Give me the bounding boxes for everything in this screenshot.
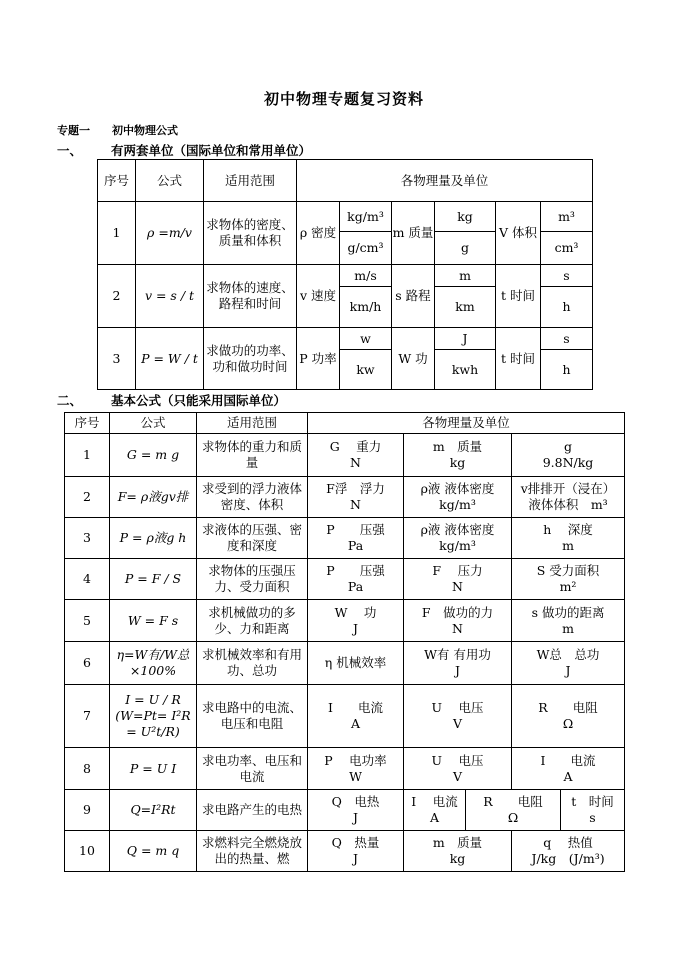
quantity-name: F 压力 bbox=[432, 563, 483, 578]
header-index: 序号 bbox=[65, 413, 110, 434]
quantity-name: I 电流 bbox=[411, 794, 458, 809]
quantity-name: P 电功率 bbox=[324, 752, 387, 768]
row-scope: 求受到的浮力液体密度、体积 bbox=[197, 477, 308, 518]
quantity-cell bbox=[308, 685, 404, 748]
section1-title: 有两套单位（国际单位和常用单位） bbox=[111, 143, 312, 158]
row-formula: ρ =m/v bbox=[136, 202, 204, 265]
quantity-unit: Pa bbox=[347, 538, 364, 553]
quantity-cell bbox=[512, 748, 625, 790]
quantity-cell bbox=[512, 685, 625, 748]
quantity-cell bbox=[512, 559, 625, 600]
quantity-name: g bbox=[564, 439, 573, 454]
quantity-cell bbox=[308, 831, 404, 872]
quantity-name: P 压强 bbox=[326, 563, 385, 578]
quantity-unit: Ω bbox=[562, 716, 574, 731]
quantity-name: V 体积 bbox=[496, 202, 541, 265]
row-formula: Q=I²Rt bbox=[110, 790, 197, 831]
quantity-cell bbox=[308, 748, 404, 790]
quantity-cell bbox=[308, 434, 404, 477]
section1-number: 一、 bbox=[57, 143, 83, 158]
row-index: 10 bbox=[65, 831, 110, 872]
table-row bbox=[98, 265, 593, 287]
quantity-name: S 受力面积 bbox=[536, 563, 600, 578]
quantity-unit: A bbox=[350, 716, 361, 731]
table-row bbox=[65, 434, 625, 477]
quantity-unit: N bbox=[452, 579, 463, 594]
quantity-cell bbox=[308, 790, 404, 831]
quantity-unit: Ω bbox=[507, 810, 519, 825]
quantity-cell bbox=[466, 790, 561, 831]
quantity-cell bbox=[512, 518, 625, 559]
row-index: 1 bbox=[98, 202, 136, 265]
unit-si: J bbox=[435, 328, 496, 350]
quantity-name: U 电压 bbox=[431, 700, 484, 715]
quantity-unit: J bbox=[454, 663, 460, 678]
row-formula: P = F / S bbox=[110, 559, 197, 600]
quantity-unit: s bbox=[589, 810, 596, 825]
row-index: 3 bbox=[65, 518, 110, 559]
quantity-unit: kg bbox=[449, 455, 466, 470]
header-formula: 公式 bbox=[136, 160, 204, 202]
quantity-unit: A bbox=[429, 810, 440, 825]
quantity-unit: m bbox=[562, 538, 574, 553]
row-index: 5 bbox=[65, 600, 110, 642]
quantity-name: Q 电热 bbox=[331, 794, 380, 809]
unit-common: kwh bbox=[435, 350, 496, 390]
quantity-unit: m² bbox=[559, 579, 577, 594]
section2-heading bbox=[57, 391, 286, 409]
unit-si: s bbox=[541, 265, 593, 287]
row-scope: 求液体的压强、密度和深度 bbox=[197, 518, 308, 559]
quantity-unit: N bbox=[452, 620, 463, 636]
row-index: 3 bbox=[98, 328, 136, 390]
table-row bbox=[65, 642, 625, 685]
unit-si: w bbox=[340, 328, 392, 350]
quantity-unit: V bbox=[452, 716, 463, 731]
quantity-unit: V bbox=[452, 768, 463, 784]
quantity-cell bbox=[404, 790, 466, 831]
quantity-unit: m bbox=[562, 620, 574, 636]
row-formula: v = s / t bbox=[136, 265, 204, 328]
quantity-name: W 功 bbox=[392, 328, 435, 390]
table-row bbox=[65, 518, 625, 559]
row-index: 8 bbox=[65, 748, 110, 790]
quantity-cell bbox=[512, 477, 625, 518]
quantity-cell bbox=[404, 748, 512, 790]
topic-line bbox=[57, 122, 200, 138]
unit-common: km/h bbox=[340, 287, 392, 328]
row-scope: 求电路产生的电热 bbox=[197, 790, 308, 831]
quantity-cell bbox=[512, 642, 625, 685]
quantity-name: m 质量 bbox=[432, 835, 483, 850]
quantity-cell bbox=[404, 477, 512, 518]
quantity-name: P 压强 bbox=[326, 522, 385, 537]
quantity-name: η 机械效率 bbox=[324, 655, 387, 670]
quantity-cell bbox=[404, 559, 512, 600]
quantity-unit: N bbox=[350, 455, 361, 470]
quantity-cell bbox=[308, 642, 404, 685]
quantity-unit: J/kg (J/m³) bbox=[531, 851, 605, 866]
unit-common: g/cm³ bbox=[340, 232, 392, 265]
section2-title: 基本公式（只能采用国际单位） bbox=[111, 393, 287, 408]
row-formula: Q = m q bbox=[110, 831, 197, 872]
row-index: 2 bbox=[98, 265, 136, 328]
quantity-cell bbox=[404, 434, 512, 477]
row-scope: 求机械效率和有用功、总功 bbox=[197, 642, 308, 685]
quantity-cell bbox=[512, 600, 625, 642]
row-scope: 求做功的功率、功和做功时间 bbox=[204, 328, 297, 390]
section1-heading bbox=[57, 141, 311, 159]
quantity-name: I 电流 bbox=[328, 700, 383, 715]
formulas-table bbox=[64, 412, 625, 872]
unit-common: cm³ bbox=[541, 232, 593, 265]
quantity-name: I 电流 bbox=[540, 752, 596, 768]
quantity-name: q 热值 bbox=[543, 835, 593, 850]
section2-number: 二、 bbox=[57, 393, 83, 408]
row-formula: F= ρ液gv排 bbox=[110, 477, 197, 518]
quantity-unit: N bbox=[350, 497, 361, 512]
quantity-unit: kg bbox=[449, 851, 466, 866]
row-index: 4 bbox=[65, 559, 110, 600]
row-scope: 求电功率、电压和电流 bbox=[197, 748, 308, 790]
quantity-name: t 时间 bbox=[571, 794, 614, 809]
topic-name: 初中物理公式 bbox=[112, 124, 178, 137]
header-quantities: 各物理量及单位 bbox=[308, 413, 625, 434]
quantity-name: m 质量 bbox=[392, 202, 435, 265]
unit-common: km bbox=[435, 287, 496, 328]
quantity-cell bbox=[512, 434, 625, 477]
table-row bbox=[98, 328, 593, 350]
quantity-name: ρ液 液体密度 bbox=[420, 481, 495, 496]
quantity-name: R 电阻 bbox=[538, 700, 598, 715]
row-scope: 求燃料完全燃烧放出的热量、燃 bbox=[197, 831, 308, 872]
quantity-name: m 质量 bbox=[432, 439, 483, 454]
table-row bbox=[65, 790, 625, 831]
table-row bbox=[65, 748, 625, 790]
quantity-unit: J bbox=[352, 620, 358, 636]
row-formula: G = m g bbox=[110, 434, 197, 477]
row-formula: η=W有/W总×100% bbox=[110, 642, 197, 685]
quantity-unit: W bbox=[349, 768, 362, 784]
quantity-cell bbox=[404, 600, 512, 642]
quantity-cell bbox=[308, 477, 404, 518]
page-title: 初中物理专题复习资料 bbox=[263, 90, 424, 108]
topic-label: 专题一 bbox=[57, 124, 90, 137]
unit-common: h bbox=[541, 287, 593, 328]
quantity-unit: J bbox=[565, 663, 571, 678]
quantity-cell bbox=[404, 518, 512, 559]
quantity-name: W有 有用功 bbox=[424, 647, 491, 662]
quantity-cell bbox=[404, 642, 512, 685]
header-scope: 适用范围 bbox=[197, 413, 308, 434]
quantity-name: W 功 bbox=[334, 604, 377, 620]
quantity-name: v排排开（浸在） bbox=[520, 481, 616, 496]
table-row bbox=[65, 685, 625, 748]
row-scope: 求电路中的电流、电压和电阻 bbox=[197, 685, 308, 748]
quantity-cell bbox=[561, 790, 625, 831]
row-index: 7 bbox=[65, 685, 110, 748]
unit-common: h bbox=[541, 350, 593, 390]
unit-si: m/s bbox=[340, 265, 392, 287]
row-formula: I = U / R (W=Pt= I²R = U²t/R) bbox=[110, 685, 197, 748]
quantity-unit: J bbox=[352, 810, 358, 825]
row-scope: 求物体的压强压力、受力面积 bbox=[197, 559, 308, 600]
table-header bbox=[65, 413, 625, 434]
row-formula: P = W / t bbox=[136, 328, 204, 390]
quantity-name: v 速度 bbox=[297, 265, 340, 328]
quantity-name: U 电压 bbox=[431, 752, 484, 768]
quantity-name: G 重力 bbox=[329, 439, 382, 454]
header-formula: 公式 bbox=[110, 413, 197, 434]
quantity-name: R 电阻 bbox=[483, 794, 543, 809]
unit-si: m bbox=[435, 265, 496, 287]
header-scope: 适用范围 bbox=[204, 160, 297, 202]
unit-common: kw bbox=[340, 350, 392, 390]
quantity-name: t 时间 bbox=[496, 328, 541, 390]
quantity-name: s 做功的距离 bbox=[531, 604, 605, 620]
quantity-unit: A bbox=[563, 768, 573, 784]
quantity-name: W总 总功 bbox=[536, 647, 600, 662]
quantity-unit: J bbox=[352, 851, 358, 866]
quantity-name: s 路程 bbox=[392, 265, 435, 328]
quantity-cell bbox=[404, 685, 512, 748]
unit-si: kg/m³ bbox=[340, 202, 392, 232]
quantity-name: F浮 浮力 bbox=[326, 481, 385, 496]
row-index: 9 bbox=[65, 790, 110, 831]
quantity-cell bbox=[308, 518, 404, 559]
row-index: 6 bbox=[65, 642, 110, 685]
quantity-unit: 9.8N/kg bbox=[542, 455, 594, 470]
row-scope: 求机械做功的多少、力和距离 bbox=[197, 600, 308, 642]
table-row bbox=[65, 559, 625, 600]
unit-common: g bbox=[435, 232, 496, 265]
unit-si: s bbox=[541, 328, 593, 350]
units-table bbox=[97, 159, 593, 390]
table-row bbox=[65, 831, 625, 872]
quantity-name: ρ 密度 bbox=[297, 202, 340, 265]
row-formula: P = ρ液g h bbox=[110, 518, 197, 559]
quantity-cell bbox=[308, 559, 404, 600]
row-scope: 求物体的密度、质量和体积 bbox=[204, 202, 297, 265]
table-row bbox=[65, 477, 625, 518]
quantity-name: h 深度 bbox=[543, 522, 593, 537]
quantity-name: P 功率 bbox=[297, 328, 340, 390]
row-scope: 求物体的重力和质量 bbox=[197, 434, 308, 477]
header-index: 序号 bbox=[98, 160, 136, 202]
quantity-cell bbox=[404, 831, 512, 872]
quantity-unit: Pa bbox=[347, 579, 364, 594]
row-formula: W = F s bbox=[110, 600, 197, 642]
row-scope: 求物体的速度、路程和时间 bbox=[204, 265, 297, 328]
quantity-cell bbox=[308, 600, 404, 642]
header-quantities: 各物理量及单位 bbox=[297, 160, 593, 202]
unit-si: kg bbox=[435, 202, 496, 232]
table-row bbox=[65, 600, 625, 642]
quantity-name: F 做功的力 bbox=[421, 604, 494, 620]
unit-si: m³ bbox=[541, 202, 593, 232]
quantity-unit: 液体体积 m³ bbox=[528, 497, 608, 512]
table-row bbox=[98, 202, 593, 232]
row-index: 1 bbox=[65, 434, 110, 477]
row-index: 2 bbox=[65, 477, 110, 518]
quantity-name: t 时间 bbox=[496, 265, 541, 328]
quantity-name: Q 热量 bbox=[331, 835, 380, 850]
quantity-cell bbox=[512, 831, 625, 872]
quantity-unit: kg/m³ bbox=[439, 497, 476, 512]
table-header bbox=[98, 160, 593, 202]
row-formula: P = U I bbox=[110, 748, 197, 790]
quantity-unit: kg/m³ bbox=[439, 538, 476, 553]
quantity-name: ρ液 液体密度 bbox=[420, 522, 495, 537]
